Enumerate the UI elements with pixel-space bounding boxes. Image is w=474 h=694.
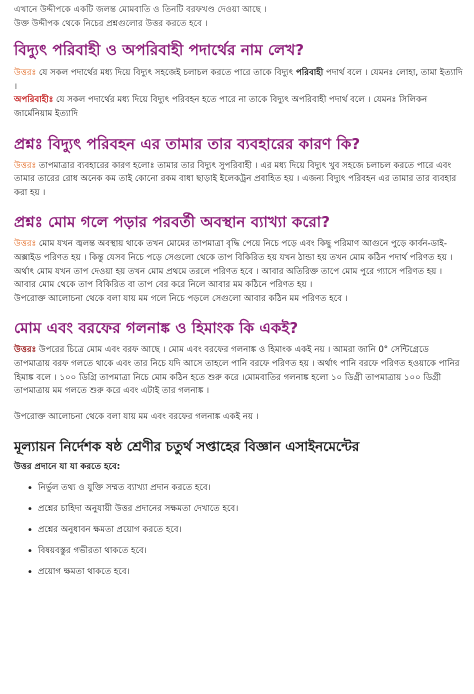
paragraph: উপরোক্ত আলোচনা থেকে বলা যায় মম গলে নিচে পড়লে সেগুলো আবার কঠিন মম পরিণত হবে । [14, 293, 348, 304]
answer-melting-point [14, 344, 464, 398]
list-item: • প্রয়োগ ক্ষমতা থাকতে হবে। [38, 566, 464, 579]
section-heading-conductors: বিদ্যুৎ পরিবাহী ও অপরিবাহী পদার্থের নাম লেখ? [14, 41, 305, 60]
answer-text: তাপমাত্রার ব্যবহারের কারণ হলোঃ তামার তার বিদ্যুৎ সুপরিবাহী । এর মধ্য দিয়ে বিদ্যুৎ খুব সহজে চলাচল করতে পারে এবং তামার তারের রোধ অনেক কম তাই কোনো রকম বাধা ছাড়াই ইলেকট্রন প্রবাহিত হয় । এজন্য বিদ্যুৎ পরিবহন এর তামার তার ব্যবহার করা হয় । [14, 160, 457, 198]
paragraph: অর্থাৎ মোম যখন তাপ দেওয়া হয় তখন মোম প্রথমে তরলে পরিণত হবে । আবার অতিরিক্ত তাপে মোম পুরে গ্যাসে পরিণত হয় । আবার মোম থেকে তাপ বিকিরিত বা তাপ বের করে নিলে আবার মম কঠিনে পরিণত হয় । [14, 266, 443, 291]
answer-conductors [14, 67, 464, 94]
answer-insulators [14, 94, 464, 121]
guide-subheading: উত্তর প্রদানে যা যা করতে হবে: [14, 462, 121, 473]
answer-text: যে সকল পদার্থের মধ্য দিয়ে বিদ্যুৎ সহজেই চলাচল করতে পারে তাকে বিদ্যুৎ [36, 68, 296, 79]
intro-line-2: উক্ত উদ্দীপক থেকে নিচের প্রশ্নগুলোর উত্তর করতে হবে । [14, 18, 208, 29]
section-heading-copper-wire: প্রশ্নঃ বিদ্যুৎ পরিবহন এর তামার তার ব্যবহারের কারণ কি? [14, 134, 361, 153]
list-item: • নির্ভুল তথ্য ও যুক্তি সম্মত ব্যাখ্যা প্রদান করতে হবে। [38, 482, 464, 495]
answer-label: উত্তরঃ [14, 345, 37, 356]
guide-heading: মূল্যায়ন নির্দেশক ষষ্ঠ শ্রেণীর চতুর্থ সপ্তাহের বিজ্ঞান এসাইনমেন্টের [14, 440, 360, 456]
answer-label: উত্তরঃ [14, 239, 37, 250]
section-heading-melting-wax: প্রশ্নঃ মোম গলে পড়ার পরবর্তী অবস্থান ব্যাখ্যা করো? [14, 213, 331, 232]
intro [14, 4, 464, 31]
paragraph: উপরোক্ত আলোচনা থেকে বলা যায় মম এবং বরফের গলনাঙ্ক একই নয় । [14, 411, 259, 422]
section-heading-melting-point: মোম এবং বরফের গলনাঙ্ক ও হিমাংক কি একই? [14, 319, 299, 338]
list-item: • প্রশ্নের অনুধাবন ক্ষমতা প্রয়োগ করতে হবে। [38, 524, 464, 537]
answer-text: যে সকল পদার্থের মধ্য দিয়ে বিদ্যুৎ পরিবহন হতে পারে না তাকে বিদ্যুৎ অপরিবাহী পদার্থ বলে । যেমনঃ সিলিকন জার্মেনিয়াম ইত্যাদি [14, 95, 428, 119]
guide-list [14, 482, 464, 579]
answer-text: পদার্থ বলে । যেমনঃ লোহা, তামা ইত্যাদি । [14, 68, 463, 92]
answer-label: উত্তরঃ [14, 68, 37, 79]
answer-keyword: পরিবাহী [295, 68, 324, 79]
answer-text: উপরের চিত্রে মোম এবং বরফ আছে । মোম এবং বরফের গলনাঙ্ক ও হিমাংক একই নয় । আমরা জানি 0° সেন্টিগ্রেডে তাপমাত্রায় বরফ গলতে থাকে এবং তার নিচে যদি আসে তাহলে পানি বরফে পরিণত হয় । অর্থাৎ পানি বরফে পরিণত হওয়াকে পানির হিমাঙ্ক বলে । ১০০ ডিগ্রি তাপমাত্রা নিচে মোম কঠিন হতে শুরু করে ।মোমবাতির গলনাঙ্ক হলো ১০ ডিগ্রী তাপমাত্রায় ১০০ ডিগ্রী তাপমাত্রায় মম গলতে শুরু করে এবং এটাই তার গলনাঙ্ক । [14, 345, 460, 397]
answer-copper-wire [14, 160, 464, 201]
answer-label: অপরিবাহীঃ [14, 95, 54, 106]
intro-line-1: এখানে উদ্দীপকে একটি জলন্ত মোমবাতি ও তিনটি বরফখণ্ড দেওয়া আছে । [14, 5, 267, 15]
answer-melting-wax [14, 238, 464, 265]
answer-text: মোম যখন জ্বলন্ত অবস্থায় থাকে তখন মোমের তাপমাত্রা বৃদ্ধি পেয়ে নিচে পড়ে এবং কিছু পরিমাণ আগুনে পুড়ে কার্বন-ডাই-অক্সাইড পরিণত হয় । কিন্তু যেসব নিচে পড়ে সেগুলো থেকে তাপ বিকিরিত হয় যখন ঠান্ডা হয় তখন মোম কঠিন পদার্থ পরিণত হয় । [14, 239, 453, 263]
list-item: • প্রশ্নের চাহিদা অনুযায়ী উত্তর প্রদানের সক্ষমতা দেখাতে হবে। [38, 503, 464, 516]
list-item: • বিষয়বস্তুর গভীরতা থাকতে হবে। [38, 545, 464, 558]
answer-label: উত্তরঃ [14, 160, 37, 171]
